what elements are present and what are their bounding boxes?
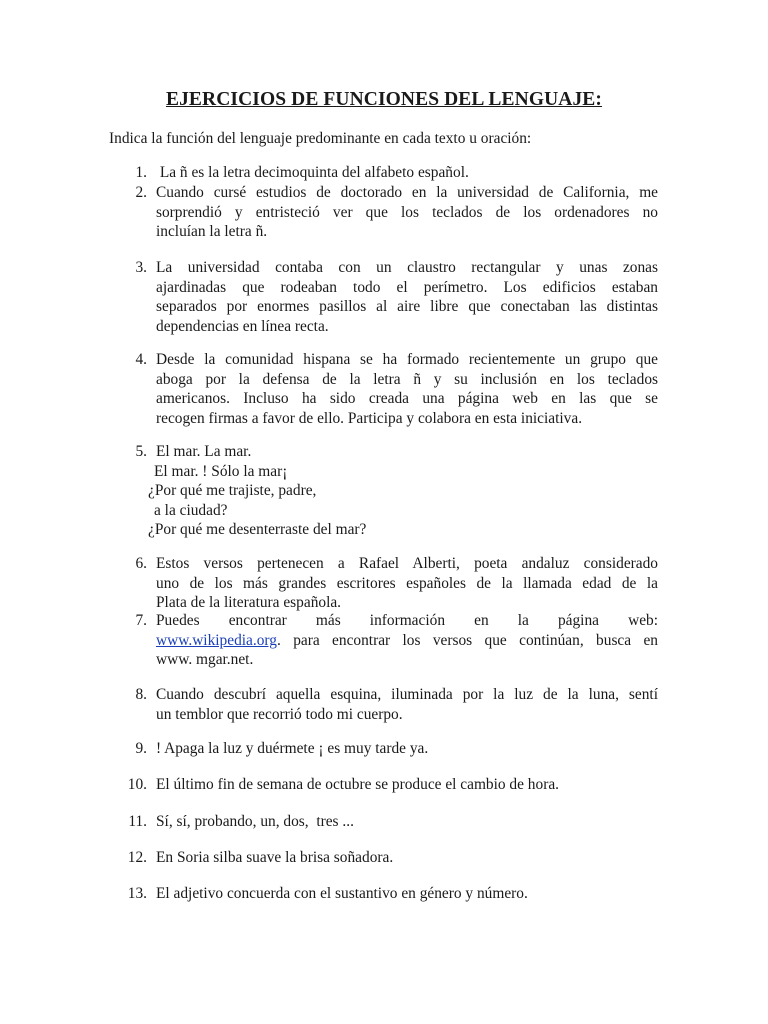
item-text: [156, 554, 658, 613]
item-text: [156, 258, 658, 336]
item-text: [156, 350, 658, 428]
item-line: aboga por la defensa de la letra ñ y su inclusión en los teclados: [156, 370, 658, 388]
item-line: Estos versos pertenecen a Rafael Alberti, poeta andaluz considerado: [156, 555, 658, 572]
item-number: 5.: [135, 443, 147, 460]
item-line: Sí, sí, probando, un, dos, tres ...: [156, 813, 354, 830]
instructions-text: Indica la función del lenguaje predominante en cada texto u oración:: [109, 130, 532, 147]
item-text: [156, 611, 658, 670]
item-line: incluían la letra ñ.: [156, 223, 268, 240]
item-number: 7.: [135, 612, 147, 629]
item-line: uno de los más grandes escritores españoles de la llamada edad de la: [156, 574, 658, 592]
item-line: En Soria silba suave la brisa soñadora.: [156, 849, 394, 866]
item-line: www. mgar.net.: [156, 651, 254, 668]
item-text: [156, 848, 658, 868]
item-line: [156, 631, 658, 651]
item-line: ajardinadas que rodeaban todo el perímetro. Los edificios estaban: [156, 278, 658, 296]
poem-line: El mar. ! Sólo la mar¡: [154, 462, 288, 480]
item-number: 9.: [135, 740, 147, 757]
item-number: 1.: [135, 164, 147, 181]
item-line: recogen firmas a favor de ello. Participa y colabora en esta iniciativa.: [156, 409, 583, 427]
item-line: dependencias en línea recta.: [156, 317, 329, 335]
poem-line: a la ciudad?: [154, 501, 228, 519]
item-line: La universidad contaba con un claustro rectangular y unas zonas: [156, 259, 658, 276]
item-line: Cuando descubrí aquella esquina, iluminada por la luz de la luna, sentí: [156, 686, 658, 703]
item-line: Puedes encontrar más información en la página web:: [156, 612, 658, 629]
item-number: 4.: [135, 351, 147, 368]
item-number: 2.: [135, 184, 147, 201]
item-number: 3.: [135, 259, 147, 276]
item-text: [156, 685, 658, 724]
item-text: [156, 812, 658, 832]
item-line: Desde la comunidad hispana se ha formado recientemente un grupo que: [156, 351, 658, 368]
wikipedia-link[interactable]: www.wikipedia.org: [156, 631, 277, 649]
item-line: separados por enormes pasillos al aire libre que conectaban las distintas: [156, 298, 658, 315]
item-number: 10.: [127, 776, 147, 793]
item-number: 8.: [135, 686, 147, 703]
item-number: 13.: [127, 885, 147, 902]
poem-line: ¿Por qué me trajiste, padre,: [148, 482, 317, 499]
item-text: [156, 775, 658, 795]
item-line: americanos. Incluso ha sido creada una página web en las que se: [156, 390, 658, 407]
item-line: El adjetivo concuerda con el sustantivo en género y número.: [156, 885, 528, 902]
item-line: Plata de la literatura española.: [156, 594, 342, 611]
item-line: La ñ es la letra decimoquinta del alfabeto español.: [156, 164, 469, 181]
item-number: 11.: [128, 813, 147, 830]
item-line: ! Apaga la luz y duérmete ¡ es muy tarde ya.: [156, 740, 429, 757]
poem-line: ¿Por qué me desenterraste del mar?: [148, 521, 367, 538]
item-line: un temblor que recorrió todo mi cuerpo.: [156, 705, 403, 723]
item-text: [156, 163, 658, 183]
item-text: [156, 884, 658, 904]
item-line-rest: . para encontrar los versos que continúan, busca en: [276, 631, 658, 649]
item-line: Cuando cursé estudios de doctorado en la universidad de California, me: [156, 184, 658, 201]
item-line: El último fin de semana de octubre se produce el cambio de hora.: [156, 776, 560, 793]
item-number: 12.: [127, 849, 147, 866]
item-line: sorprendió y entristeció ver que los teclados de los ordenadores no: [156, 203, 658, 221]
document-title: EJERCICIOS DE FUNCIONES DEL LENGUAJE:: [165, 89, 603, 110]
poem-line: El mar. La mar.: [156, 443, 252, 460]
item-text: [156, 739, 658, 759]
item-number: 6.: [135, 555, 147, 572]
item-text: [156, 183, 658, 242]
poem-text: [148, 442, 650, 540]
